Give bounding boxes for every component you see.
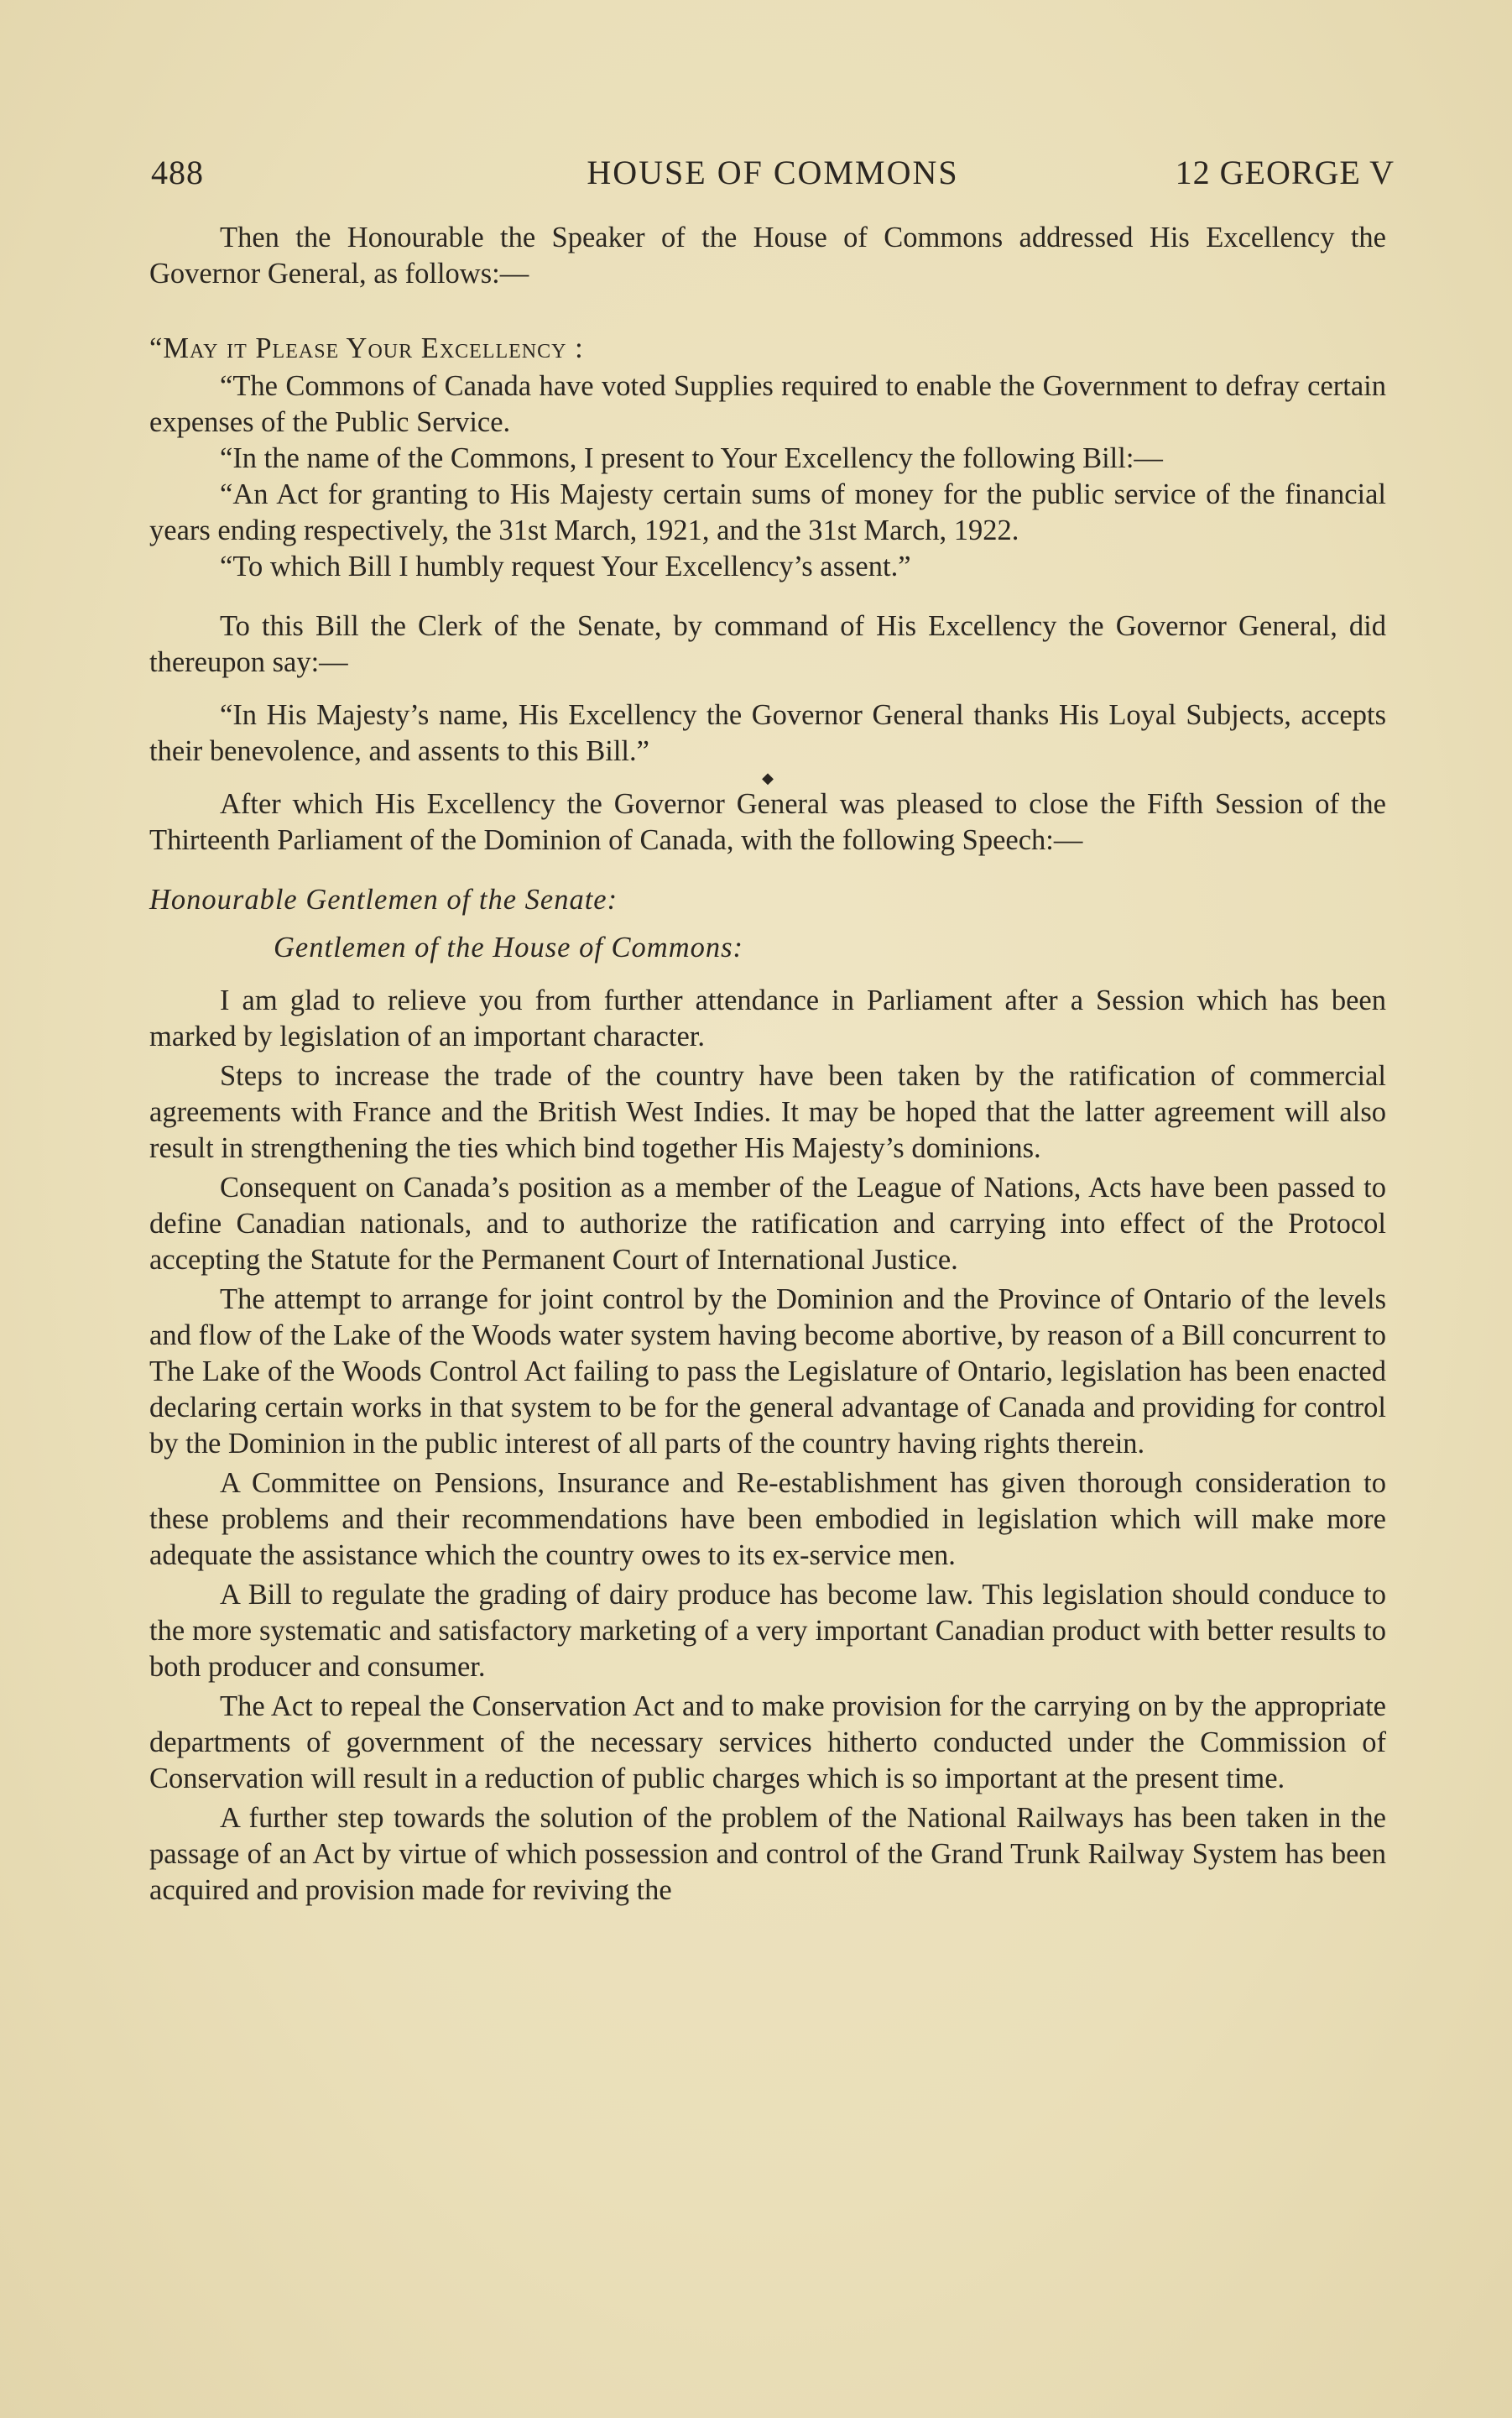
salutation: “May it Please Your Excellency : bbox=[149, 332, 584, 364]
paragraph-royal-assent: “In His Majesty’s name, His Excellency the Governor General thanks His Loyal Subjects, accepts their benevolence, and assents to this Bill.” bbox=[149, 699, 1386, 767]
speech-paragraph: The attempt to arrange for joint control by the Dominion and the Province of Ontario of the levels and flow of the Lake of the Woods water system having become abortive, by reason of a Bill concurrent to The Lake of the Woods Control Act failing to pass the Legislature of Ontario, legislation has been enacted declaring certain works in that system to be for the general advantage of Canada and providing for control by the Dominion in the public interest of all parts of the country having rights therein. bbox=[149, 1283, 1386, 1460]
paragraph-present-bill: “In the name of the Commons, I present to Your Excellency the following Bill:— bbox=[220, 442, 1163, 474]
running-header bbox=[151, 153, 1395, 203]
section-separator: ◆ bbox=[762, 770, 774, 786]
speech-paragraph: The Act to repeal the Conservation Act and to make provision for the carrying on by the appropriate departments of government of the necessary services hitherto conducted under the Commission of Conservation will result in a reduction of public charges which is so important at the present time. bbox=[149, 1690, 1386, 1794]
speech-paragraph: I am glad to relieve you from further attendance in Parliament after a Session which has been marked by legislation of an important character. bbox=[149, 984, 1386, 1052]
paragraph-close-session: After which His Excellency the Governor General was pleased to close the Fifth Session of the Thirteenth Parliament of the Dominion of Canada, with the following Speech:— bbox=[149, 788, 1386, 856]
speech-paragraph: Consequent on Canada’s position as a member of the League of Nations, Acts have been passed to define Canadian nationals, and to authorize the ratification and carrying into effect of the Protocol accepting the Statute for the Permanent Court of International Justice. bbox=[149, 1172, 1386, 1276]
speech-from-throne bbox=[149, 983, 1386, 1909]
speech-paragraph: Steps to increase the trade of the country have been taken by the ratification of commercial agreements with France and the British West Indies. It may be hoped that the latter agreement will also result in strengthening the ties which bind together His Majesty’s dominions. bbox=[149, 1060, 1386, 1164]
paragraph-request-assent: “To which Bill I humbly request Your Excellency’s assent.” bbox=[220, 551, 911, 582]
address-senate: Honourable Gentlemen of the Senate: bbox=[149, 884, 618, 916]
paragraph-speaker-address: Then the Honourable the Speaker of the House of Commons addressed His Excellency the Governor General, as follows:— bbox=[149, 222, 1386, 290]
header-regnal-year: 12 GEORGE V bbox=[1175, 154, 1395, 191]
paragraph-clerk: To this Bill the Clerk of the Senate, by command of His Excellency the Governor General, did thereupon say:— bbox=[149, 610, 1386, 678]
address-commons: Gentlemen of the House of Commons: bbox=[274, 932, 744, 964]
paragraph-act-title: “An Act for granting to His Majesty certain sums of money for the public service of the financial years ending respectively, the 31st March, 1921, and the 31st March, 1922. bbox=[149, 478, 1386, 546]
page-number: 488 bbox=[151, 154, 204, 191]
speech-paragraph: A Committee on Pensions, Insurance and Re-establishment has given thorough consideration to these problems and their recommendations have been embodied in legislation which will make more adequate the assistance which the country owes to its ex-service men. bbox=[149, 1467, 1386, 1571]
speech-paragraph: A Bill to regulate the grading of dairy produce has become law. This legislation should conduce to the more systematic and satisfactory marketing of a very important Canadian product with better results to both producer and consumer. bbox=[149, 1579, 1386, 1683]
speech-paragraph: A further step towards the solution of the problem of the National Railways has been taken in the passage of an Act by virtue of which possession and control of the Grand Trunk Railway System has been acquired and provision made for reviving the bbox=[149, 1802, 1386, 1906]
paragraph-supplies: “The Commons of Canada have voted Supplies required to enable the Government to defray certain expenses of the Public Service. bbox=[149, 370, 1386, 438]
page-body bbox=[149, 220, 1386, 1909]
header-title: HOUSE OF COMMONS bbox=[587, 154, 959, 191]
